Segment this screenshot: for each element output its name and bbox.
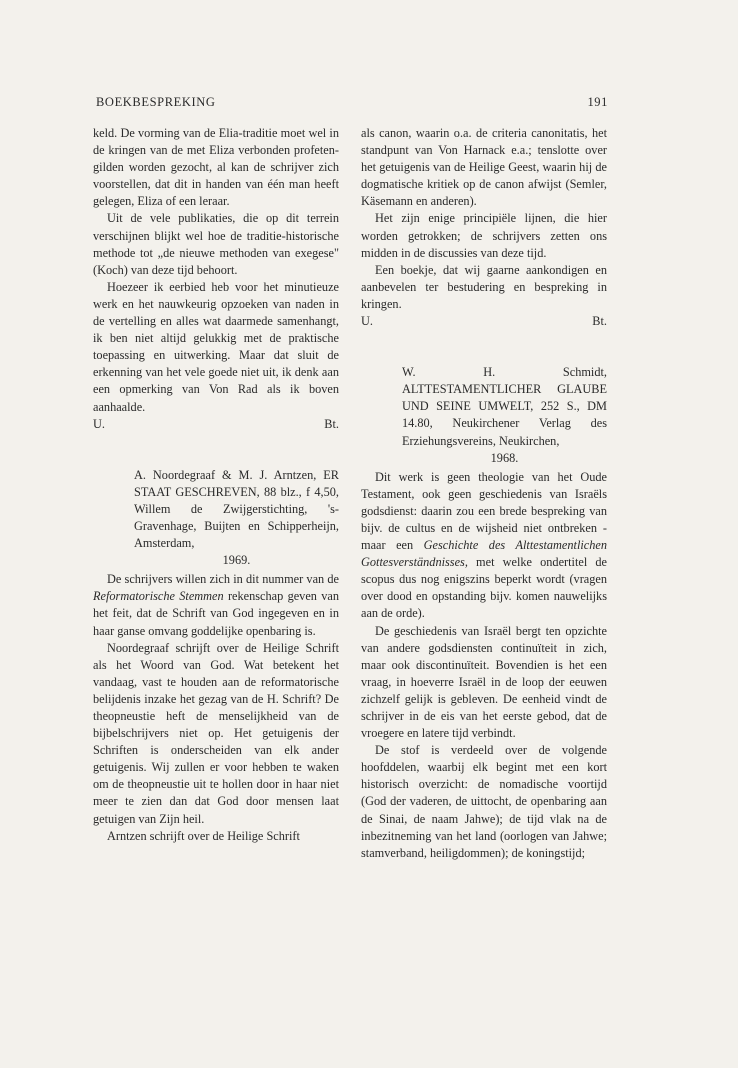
paragraph-text: Dit werk is geen theologie van het Oude Testament, ook geen geschiedenis van Israëls godsdienst: daarin zou een brede bespreking van bijv. de cultus en de wijsheid niet ontbreken - maar een [361,469,607,553]
page-number: 191 [587,95,608,109]
paragraph: Uit de vele publikaties, die op dit terrein verschijnen blijkt wel hoe de traditie-historische methode tot „de nieuwe methoden van exegese" (Koch) van deze tijd behoort. [93,211,339,277]
paragraph-text: met welke ondertitel de scopus dus nog enigszins beperkt wordt (vragen over dood en opstanding bijv. komen nauwelijks aan de orde). [361,555,607,621]
paragraph: Arntzen schrijft over de Heilige Schrift [107,828,300,843]
paragraph: Het zijn enige principiële lijnen, die hier worden getrokken; de schrijvers zetten ons midden in de discussies van deze tijd. [361,211,607,260]
italic-title: Reformatorische Stemmen [93,589,224,604]
paragraph: Hoezeer ik eerbied heb voor het minutieuze werk en het nauwkeurig opzoeken van naden in de vertelling en alles wat daarmede samenhangt, ik ben niet altijd gelukkig met de praktische toepassing en uitwerking. Maar dat sluit de erkenning van het vele goede niet uit, ik denk aan een opmerking van Von Rad als ik boven aanhaalde. [93,279,339,414]
book-reference [134,467,339,570]
signature-initial: U. [361,314,373,329]
book-reference [402,364,607,467]
left-column [93,125,339,845]
paragraph [93,571,339,639]
signature-initial: U. [93,416,105,431]
paragraph-text: De schrijvers willen zich in dit nummer van de [107,572,339,587]
reviewer-signature [361,313,607,330]
signature-initials: Bt. [324,416,339,431]
signature-initials: Bt. [592,314,607,329]
reviewer-signature [93,416,339,433]
book-reference-year: 1969. [222,553,251,568]
right-column [361,125,607,862]
book-reference-year: 1968. [490,450,519,465]
paragraph: keld. De vorming van de Elia-traditie moet wel in de kringen van de met Eliza verbonden profeten-gilden worden gezocht, al kan de schrijver zich voorstellen, dat dit in handen van één man heeft gelegen, Eliza of een leraar. [93,126,339,209]
italic-title: Geschichte des Alttestamentlichen Gottesverständnisses, [361,538,608,570]
paragraph: De geschiedenis van Israël bergt ten opzichte van andere godsdiensten continuïteit in zich, maar ook discontinuïteit. Bovendien is het een vraag, in hoeverre Israël in de loop der eeuwen zichzelf gelijk is gebleven. De eenheid vindt de schrijver in de eis van het eerste gebod, dat de vroegere en latere tijd verbindt. [361,623,607,741]
book-reference-text: A. Noordegraaf & M. J. Arntzen, ER STAAT GESCHREVEN, 88 blz., f 4,50, Willem de Zwijgerstichting, 's-Gravenhage, Buijten en Schipperheijn, Amsterdam, [134,467,339,551]
paragraph: Noordegraaf schrijft over de Heilige Schrift als het Woord van God. Wat betekent het vandaag, vast te houden aan de reformatorische belijdenis inzake het gezag van de H. Schrift? De theopneustie heft de menselijkheid van de bijbelschrijvers niet op. Het getuigenis der Schriften is onderscheiden van elk ander getuigenis. Wij zullen er voor hebben te waken om de theopneustie uit te hollen door in haar niet meer te zien dan dat God door mensen laat getuigen van Zijn heil. [93,640,339,826]
book-reference-text: W. H. Schmidt, ALTTESTAMENTLICHER GLAUBE UND SEINE UMWELT, 252 S., DM 14.80, Neukirchener Verlag des Erziehungsvereins, Neukirchen, [402,365,607,448]
paragraph: als canon, waarin o.a. de criteria canonitatis, het standpunt van Von Harnack e.a.; tenslotte over het getuigenis van de Heilige Geest, waarin hij de dogmatische kritiek op de canon afwijst (Semler, Käsemann en anderen). [361,126,607,209]
paragraph [361,469,607,623]
paragraph: De stof is verdeeld over de volgende hoofddelen, waarbij elk begint met een kort historisch overzicht: de nomadische voortijd (God der vaderen, de uittocht, de openbaring aan de Sinai, de naam Jahwe); de tijd vlak na de inbezitneming van het land (oorlogen van Jahwe; stamverband, heiligdommen); de koningstijd; [361,743,607,860]
paragraph-text: rekenschap geven van het feit, dat de Schrift van God ingegeven en in haar ganse omvang goddelijke openbaring is. [93,589,339,638]
paragraph: Een boekje, dat wij gaarne aankondigen en aanbevelen ter bestudering en bespreking in kringen. [361,262,607,311]
running-title: BOEKBESPREKING [96,95,216,109]
